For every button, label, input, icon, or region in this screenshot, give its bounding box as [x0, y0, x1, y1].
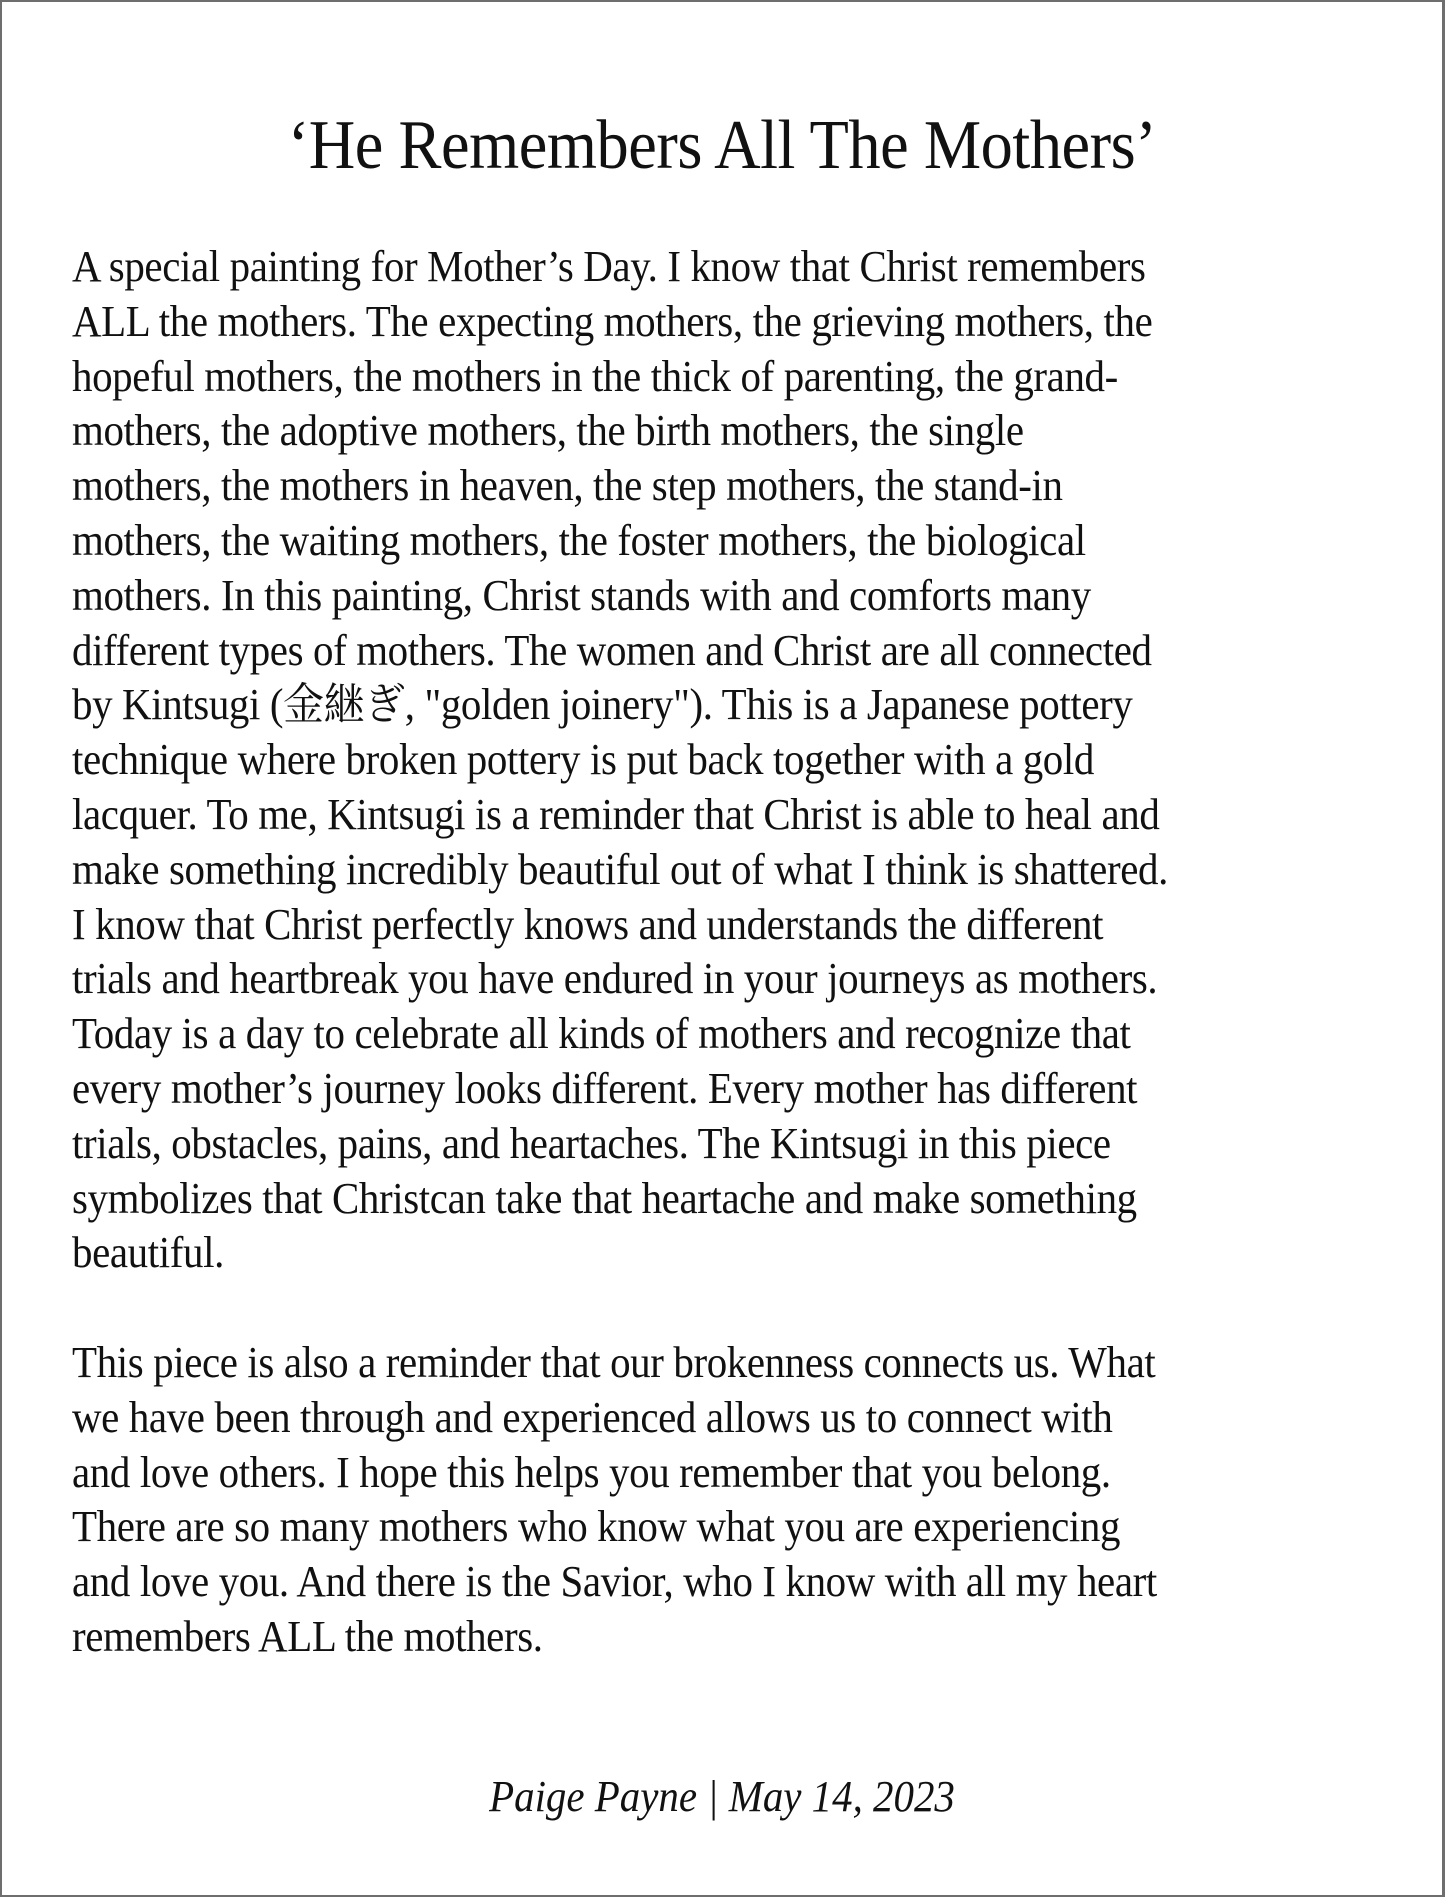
text-line: ALL the mothers. The expecting mothers, the grieving mothers, the: [72, 296, 1153, 346]
text-line: every mother’s journey looks different. Every mother has different: [72, 1063, 1138, 1113]
text-line: trials and heartbreak you have endured in your journeys as mothers.: [72, 954, 1158, 1004]
document-body: [72, 240, 1402, 1665]
text-line: beautiful.: [72, 1228, 224, 1278]
text-line: and love you. And there is the Savior, who I know with all my heart: [72, 1557, 1157, 1607]
text-line: mothers, the adoptive mothers, the birth mothers, the single: [72, 406, 1024, 456]
text-line: by Kintsugi (金継ぎ, "golden joinery"). This is a Japanese pottery: [72, 680, 1133, 730]
text-line: make something incredibly beautiful out of what I think is shattered.: [72, 844, 1168, 894]
paragraph-2: [72, 1336, 1402, 1665]
document-title: ‘He Remembers All The Mothers’: [287, 107, 1157, 184]
text-line: mothers. In this painting, Christ stands with and comforts many: [72, 570, 1091, 620]
text-line: different types of mothers. The women and Christ are all connected: [72, 625, 1152, 675]
text-line: and love others. I hope this helps you remember that you belong.: [72, 1447, 1111, 1497]
text-line: There are so many mothers who know what you are experiencing: [72, 1502, 1121, 1552]
text-line: technique where broken pottery is put back together with a gold: [72, 735, 1094, 785]
paragraph-1: [72, 240, 1402, 1281]
text-line: hopeful mothers, the mothers in the thick of parenting, the grand-: [72, 351, 1118, 401]
text-line: symbolizes that Christcan take that heartache and make something: [72, 1173, 1137, 1223]
text-line: mothers, the mothers in heaven, the step mothers, the stand-in: [72, 461, 1063, 511]
author-signature: Paige Payne | May 14, 2023: [489, 1772, 955, 1821]
text-line: Today is a day to celebrate all kinds of mothers and recognize that: [72, 1009, 1131, 1059]
text-line: lacquer. To me, Kintsugi is a reminder that Christ is able to heal and: [72, 789, 1160, 839]
text-line: A special painting for Mother’s Day. I know that Christ remembers: [72, 242, 1146, 291]
text-line: This piece is also a reminder that our brokenness connects us. What: [72, 1337, 1156, 1387]
text-line: I know that Christ perfectly knows and understands the different: [72, 899, 1104, 949]
text-line: remembers ALL the mothers.: [72, 1611, 543, 1661]
text-line: mothers, the waiting mothers, the foster mothers, the biological: [72, 515, 1086, 565]
text-line: we have been through and experienced allows us to connect with: [72, 1392, 1113, 1442]
text-line: trials, obstacles, pains, and heartaches. The Kintsugi in this piece: [72, 1118, 1111, 1168]
